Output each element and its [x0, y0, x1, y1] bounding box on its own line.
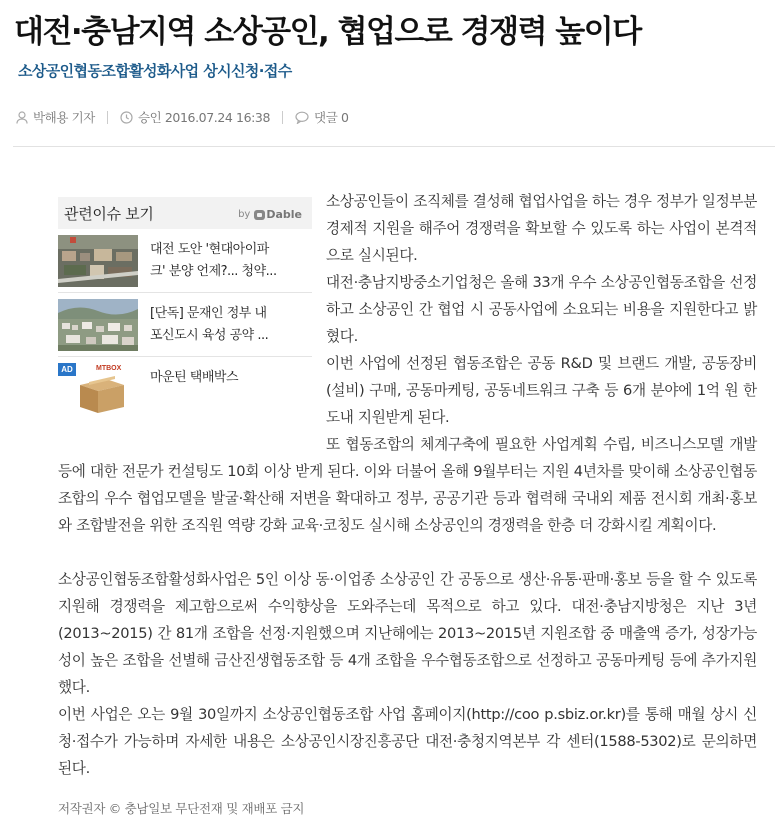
article-meta	[16, 108, 349, 126]
related-divider	[58, 356, 312, 357]
approved-time: 승인 2016.07.24 16:38	[137, 110, 271, 125]
related-issues-heading: 관련이슈 보기	[64, 205, 154, 223]
person-icon	[16, 111, 28, 124]
related-item[interactable]	[58, 299, 312, 357]
related-item-title[interactable]	[150, 367, 310, 389]
related-item-line: 크' 분양 언제?... 청약...	[150, 264, 277, 279]
header-divider	[13, 146, 775, 147]
article-paragraph: 소상공인들이 조직체를 결성해 협업사업을 하는 경우 정부가 일정부분 경제적 지원을 해주어 경쟁력을 확보할 수 있도록 하는 사업이 본격적으로 실시된다.	[326, 193, 757, 264]
related-thumbnail[interactable]	[58, 235, 138, 287]
copyright-notice: 저작권자 © 충남일보 무단전재 및 재배포 금지	[58, 801, 305, 816]
article-title: 대전·충남지역 소상공인, 협업으로 경쟁력 높이다	[14, 14, 641, 50]
related-issues-box	[58, 197, 312, 417]
comment-count[interactable]: 댓글 0	[314, 110, 349, 125]
meta-divider	[282, 111, 283, 124]
related-item-title[interactable]	[150, 303, 310, 347]
related-item-title[interactable]	[150, 239, 310, 283]
article-paragraph: 이번 사업에 선정된 협동조합은 공동 R&D 및 브랜드 개발, 공동장비(설비) 구매, 공동마케팅, 공동네트워크 구축 등 6개 분야에 1억 원 한도내 지원받게 된다.	[326, 355, 757, 426]
related-divider	[58, 292, 312, 293]
related-issues-header	[58, 197, 312, 229]
by-label: by	[238, 209, 251, 220]
article-paragraph: 또 협동조합의 체계구축에 필요한 사업계획 수립, 비즈니스모델 개발 등에 대한 전문가 컨설팅도 10회 이상 받게 된다. 이와 더불어 올해 9월부터는 지원 4년차를 맞이해 소상공인협동조합의 우수 협업모델을 발굴·확산해 저변을 확대하고 정부, 공공기관 등과 협력해 국내외 제품 전시회 개최·홍보와 조합발전을 위한 조직원 역량 강화 교육·코칭도 실시해 소상공인의 경쟁력을 한층 더 강화시킬 계획이다.	[58, 436, 757, 534]
dable-brand: Dable	[266, 208, 302, 221]
related-item-line: 대전 도안 '현대아이파	[150, 242, 269, 257]
article-subtitle: 소상공인협동조합활성화사업 상시신청·접수	[18, 62, 292, 80]
ad-brand-label: MTBOX	[96, 365, 122, 372]
dable-credit[interactable]	[238, 208, 302, 221]
related-item[interactable]	[58, 235, 312, 293]
article-paragraph: 대전·충남지방중소기업청은 올해 33개 우수 소상공인협동조합을 선정하고 소상공인 간 협업 시 공동사업에 소요되는 비용을 지원한다고 밝혔다.	[326, 274, 757, 345]
dable-icon	[254, 210, 265, 220]
related-item-line: 포신도시 육성 공약 ...	[150, 328, 269, 343]
clock-icon	[120, 111, 133, 124]
meta-divider	[107, 111, 108, 124]
related-ad-item[interactable]	[58, 363, 312, 421]
related-item-line: 마운틴 택배박스	[150, 370, 239, 385]
dable-logo	[254, 208, 302, 221]
ad-thumbnail[interactable]	[58, 363, 138, 415]
comment-icon	[295, 111, 309, 124]
ad-badge: AD	[58, 363, 76, 376]
related-thumbnail[interactable]	[58, 299, 138, 351]
article-paragraph: 이번 사업은 오는 9월 30일까지 소상공인협동조합 사업 홈페이지(http://coo p.sbiz.or.kr)를 통해 매월 상시 신청·접수가 가능하며 자세한 내용은 소상공인시장진흥공단 대전·충청지역본부 각 센터(1588-5302)로 문의하면 된다.	[58, 706, 757, 777]
author-name: 박해용 기자	[33, 110, 95, 125]
related-item-line: [단독] 문재인 정부 내	[150, 306, 267, 321]
article-paragraph: 소상공인협동조합활성화사업은 5인 이상 동·이업종 소상공인 간 공동으로 생산·유통·판매·홍보 등을 할 수 있도록 지원해 경쟁력을 제고함으로써 수익향상을 도와주는데 목적으로 하고 있다. 대전·충남지방청은 지난 3년(2013~2015) 간 81개 조합을 선정·지원했으며 지난해에는 2013~2015년 지원조합 중 매출액 증가, 성장가능성이 높은 조합을 선별해 금산진생협동조합 등 4개 조합을 우수협동조합으로 선정하고 공동마케팅 등에 추가지원 했다.	[58, 571, 757, 696]
